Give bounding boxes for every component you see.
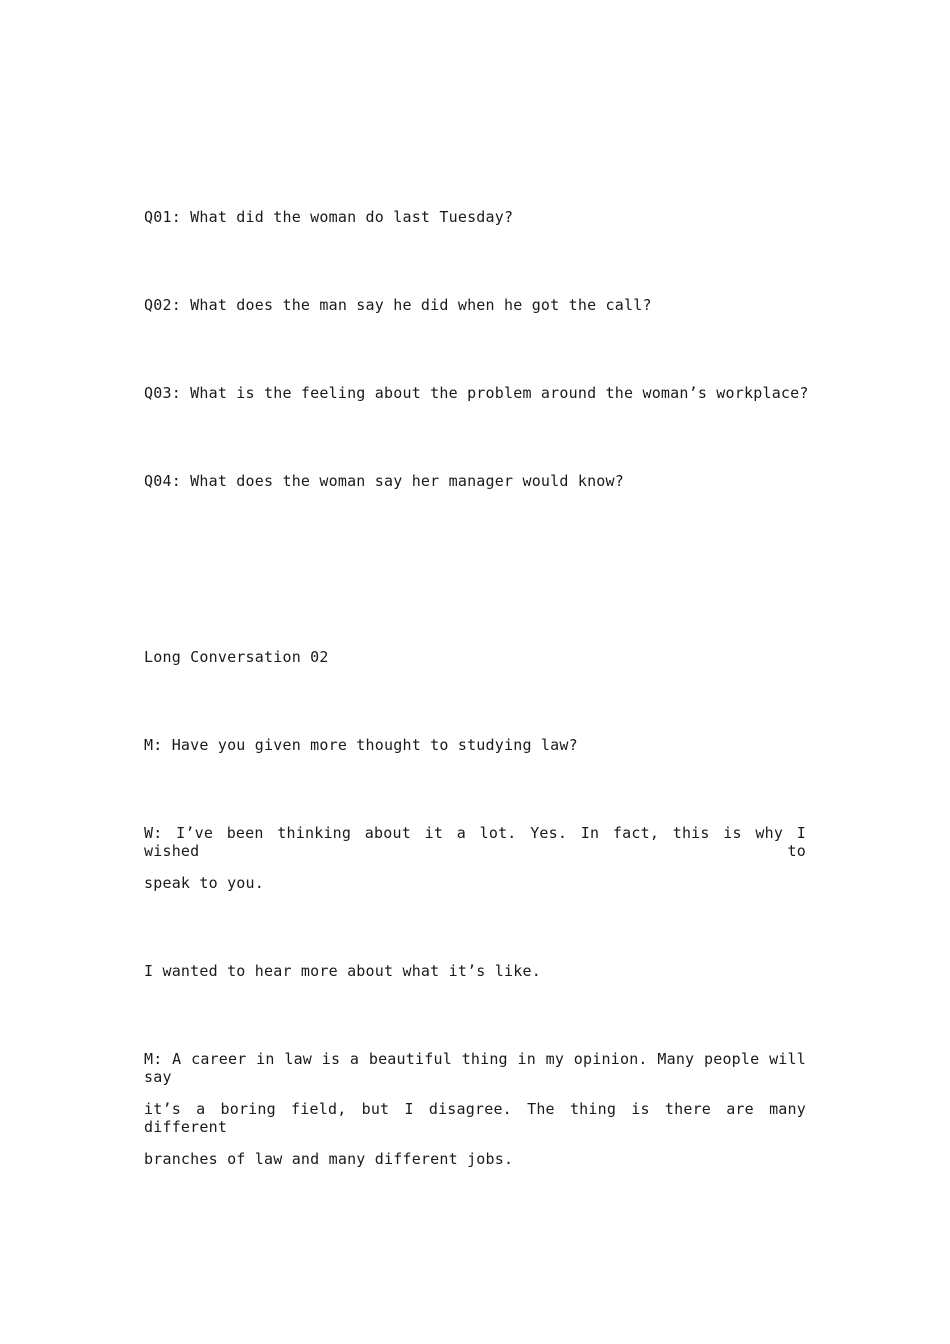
dialogue-line: it’s a boring field, but I disagree. The thing is there are many different <box>144 1100 806 1136</box>
dialogue-line: branches of law and many different jobs. <box>144 1150 514 1168</box>
dialogue-line: M: A career in law is a beautiful thing in my opinion. Many people will say <box>144 1050 806 1086</box>
question-3: Q03: What is the feeling about the problem around the woman’s workplace? <box>144 384 809 402</box>
question-4: Q04: What does the woman say her manager would know? <box>144 472 624 490</box>
dialogue-line: I wanted to hear more about what it’s like. <box>144 962 541 980</box>
dialogue-line: M: Have you given more thought to studying law? <box>144 736 578 754</box>
dialogue-line: W: I’ve been thinking about it a lot. Yes. In fact, this is why I wished to <box>144 824 806 860</box>
dialogue-line: speak to you. <box>144 874 264 892</box>
question-1: Q01: What did the woman do last Tuesday? <box>144 208 514 226</box>
question-2: Q02: What does the man say he did when he got the call? <box>144 296 652 314</box>
conversation-title: Long Conversation 02 <box>144 648 329 666</box>
